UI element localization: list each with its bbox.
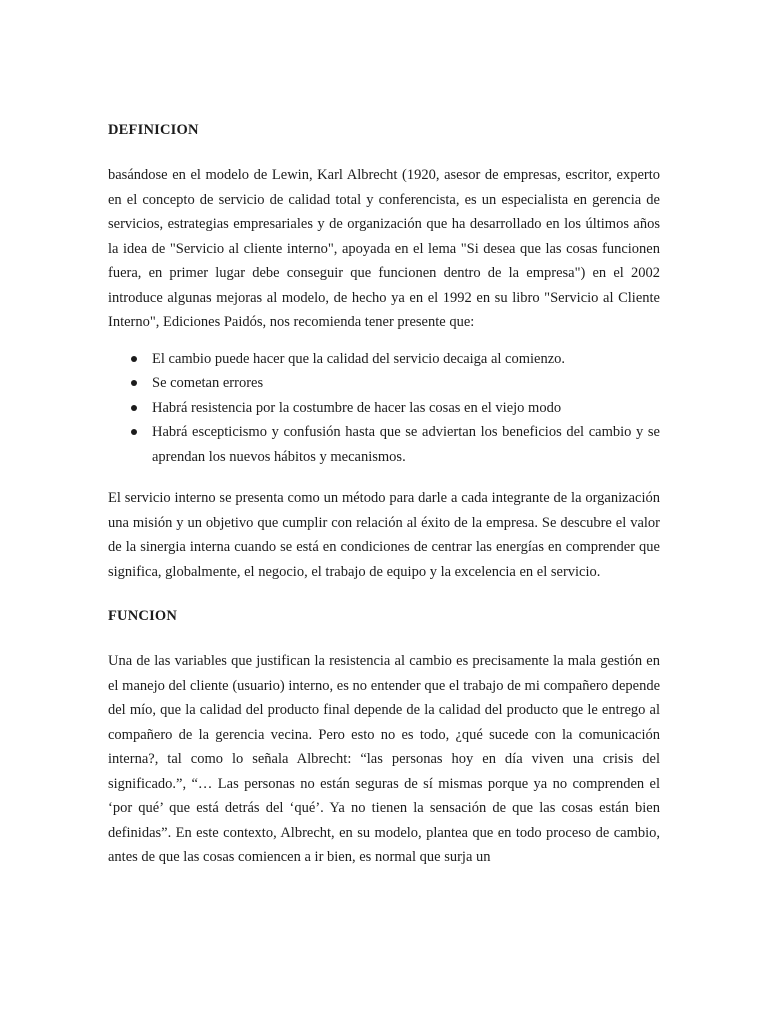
bullet-icon (131, 380, 137, 386)
definicion-paragraph-2: El servicio interno se presenta como un método para darle a cada integrante de la organización una misión y un objetivo que cumplir con relación al éxito de la empresa. Se descubre el valor de la sinergia interna cuando se está en condiciones de centrar las energías en comprender que significa, globalmente, el negocio, el trabajo de equipo y la excelencia en el servicio. (108, 490, 660, 580)
list-item-text: El cambio puede hacer que la calidad del servicio decaiga al comienzo. (152, 350, 566, 367)
list-item (152, 396, 660, 421)
list-item (152, 420, 660, 469)
bullet-icon (131, 405, 137, 411)
bullet-list (108, 347, 660, 470)
definicion-paragraph-1: basándose en el modelo de Lewin, Karl Albrecht (1920, asesor de empresas, escritor, experto en el concepto de servicio de calidad total y conferencista, es un especialista en gerencia de servicios, estrategias empresariales y de organización que ha desarrollado en los últimos años la idea de "Servicio al cliente interno", apoyada en el lema "Si desea que las cosas funcionen fuera, en primer lugar debe conseguir que funcionen dentro de la empresa") en el 2002 introduce algunas mejoras al modelo, de hecho ya en el 1992 en su libro "Servicio al Cliente Interno", Ediciones Paidós, nos recomienda tener presente que: (108, 167, 660, 330)
list-item-text: Habrá escepticismo y confusión hasta que se adviertan los beneficios del cambio y se aprendan los nuevos hábitos y mecanismos. (152, 424, 660, 465)
list-item (152, 347, 660, 372)
section-heading-funcion: FUNCION (108, 608, 178, 624)
bullet-icon (131, 429, 137, 435)
list-item (152, 371, 660, 396)
funcion-paragraph-1: Una de las variables que justifican la resistencia al cambio es precisamente la mala gestión en el manejo del cliente (usuario) interno, es no entender que el trabajo de mi compañero depende del mío, que la calidad del producto final depende de la calidad del producto que le entrego al compañero de la gerencia vecina. Pero esto no es todo, ¿qué sucede con la comunicación interna?, tal como lo señala Albrecht: “las personas hoy en día viven una crisis del significado.”, “… Las personas no están seguras de sí mismas porque ya no comprenden el ‘por qué’ que está detrás del ‘qué’. Ya no tienen la sensación de que las cosas están bien definidas”. En este contexto, Albrecht, en su modelo, plantea que en todo proceso de cambio, antes de que las cosas comiencen a ir bien, es normal que surja un (108, 653, 660, 865)
section-heading-definicion: DEFINICION (108, 122, 199, 138)
bullet-icon (131, 356, 137, 362)
list-item-text: Habrá resistencia por la costumbre de hacer las cosas en el viejo modo (152, 399, 562, 416)
list-item-text: Se cometan errores (152, 375, 264, 391)
